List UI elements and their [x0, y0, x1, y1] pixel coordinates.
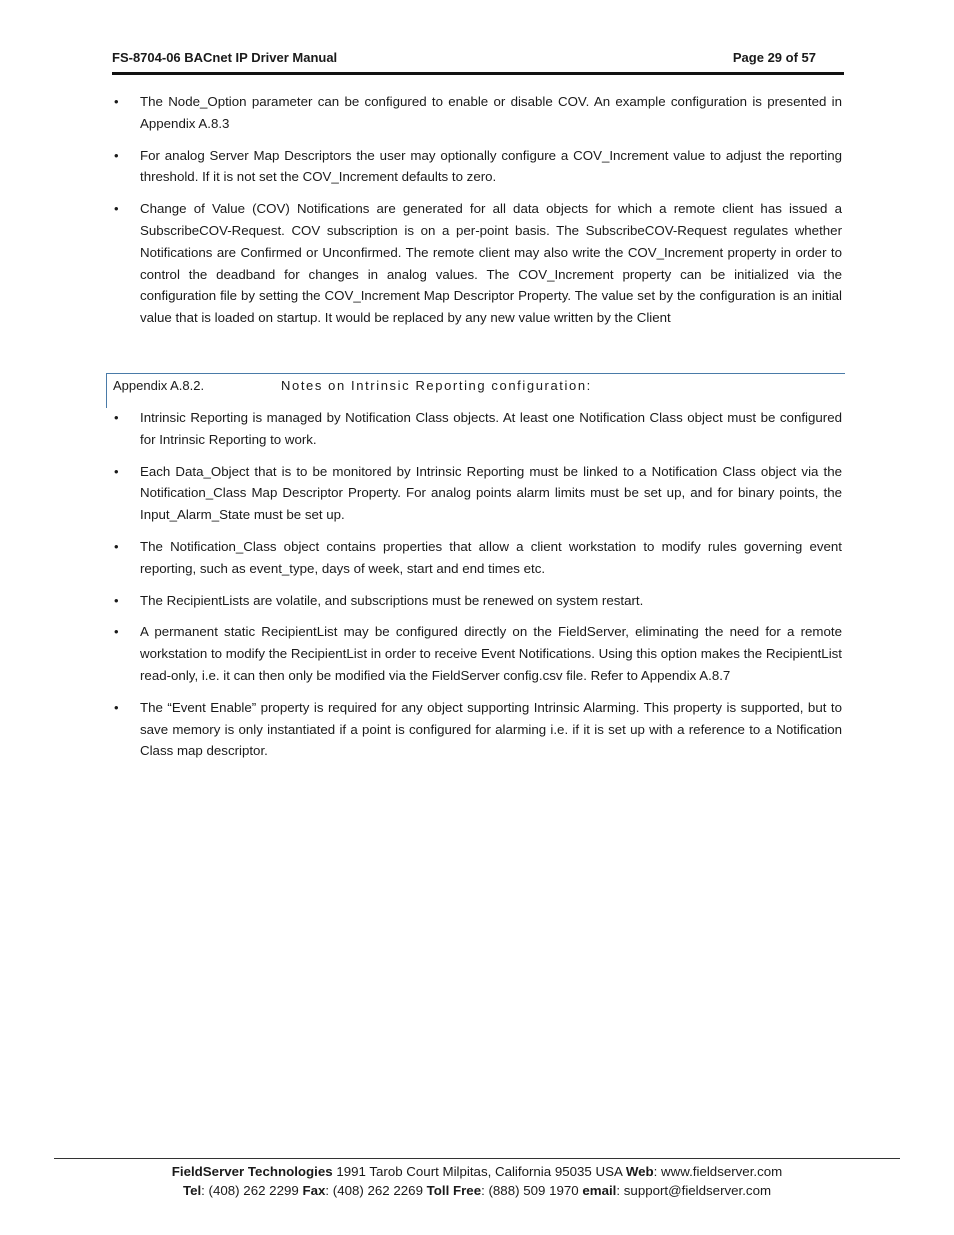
bullet-list-cov: [112, 91, 842, 339]
footer-divider: [54, 1158, 900, 1159]
tel-number: : (408) 262 2299: [201, 1183, 303, 1198]
list-item-text: Each Data_Object that is to be monitored by Intrinsic Reporting must be linked to a Notification Class object via the Notification_Class Map Descriptor Property. For analog points alarm limits must be set up, and for binary points, the Input_Alarm_State must be set up.: [140, 463, 842, 523]
web-address: : www.fieldserver.com: [653, 1164, 783, 1179]
section-number: Appendix A.8.2.: [113, 378, 205, 393]
bullet-list-intrinsic-reporting: [112, 407, 842, 772]
list-item: [112, 590, 842, 612]
list-item-text: Intrinsic Reporting is managed by Notification Class objects. At least one Notification Class object must be configured for Intrinsic Reporting to work.: [140, 410, 842, 447]
section-title: Notes on Intrinsic Reporting configuration:: [281, 378, 592, 393]
tollfree-number: : (888) 509 1970: [481, 1183, 583, 1198]
header-divider: [112, 72, 844, 75]
bullet-icon: •: [114, 463, 119, 479]
list-item-text: The Node_Option parameter can be configured to enable or disable COV. An example configuration is presented in Appendix A.8.3: [140, 94, 842, 131]
list-item: [112, 621, 842, 686]
page-footer: [54, 1162, 900, 1200]
list-item-text: A permanent static RecipientList may be configured directly on the FieldServer, eliminating the need for a remote workstation to modify the RecipientList in order to receive Event Notifications. Using this option makes the RecipientList read-only, i.e. it can then only be modified via the FieldServer config.csv file. Refer to Appendix A.8.7: [140, 624, 842, 683]
document-title: FS-8704-06 BACnet IP Driver Manual: [112, 50, 338, 65]
list-item-text: The RecipientLists are volatile, and subscriptions must be renewed on system restart.: [140, 592, 644, 608]
footer-line-1: [54, 1162, 900, 1181]
list-item: [112, 697, 842, 762]
tel-label: Tel: [182, 1183, 202, 1198]
list-item-text: The Notification_Class object contains properties that allow a client workstation to modify rules governing event reporting, such as event_type, days of week, start and end times etc.: [140, 538, 842, 576]
email-address: : support@fieldserver.com: [616, 1183, 772, 1198]
list-item: [112, 145, 842, 189]
page-number: Page 29 of 57: [732, 50, 816, 65]
list-item: [112, 91, 842, 135]
company-address: 1991 Tarob Court Milpitas, California 95035 USA: [332, 1164, 626, 1179]
list-item: [112, 461, 842, 526]
fax-number: : (408) 262 2269: [325, 1183, 427, 1198]
list-item: [112, 198, 842, 329]
list-item-text: The “Event Enable” property is required for any object supporting Intrinsic Alarming. This property is supported, but to save memory is only instantiated if a point is configured for alarming i.e. if it is set up with a reference to a Notification Class map descriptor.: [140, 699, 842, 759]
bullet-icon: •: [114, 538, 119, 554]
bullet-icon: •: [114, 699, 119, 715]
list-item-text: Change of Value (COV) Notifications are generated for all data objects for which a remote client has issued a SubscribeCOV-Request. COV subscription is on a per-point basis. The SubscribeCOV-Request regulates whether Notifications are Confirmed or Unconfirmed. The remote client may also write the COV_Increment property in order to control the deadband for changes in analog values. The COV_Increment property can be initialized via the configuration file by setting the COV_Increment Map Descriptor Property. The value set by the configuration is an initial value that is loaded on startup. It would be replaced by any new value written by the Client: [140, 201, 842, 326]
section-heading: [106, 373, 845, 408]
list-item: [112, 536, 842, 580]
page-header: [112, 50, 844, 72]
list-item-text: For analog Server Map Descriptors the user may optionally configure a COV_Increment value to adjust the reporting threshold. If it is not set the COV_Increment defaults to zero.: [140, 147, 842, 185]
bullet-icon: •: [114, 94, 119, 109]
tollfree-label: Toll Free: [426, 1183, 482, 1198]
email-label: email: [582, 1183, 617, 1198]
fax-label: Fax: [302, 1183, 326, 1198]
bullet-icon: •: [114, 410, 119, 425]
bullet-icon: •: [114, 624, 119, 640]
bullet-icon: •: [114, 147, 119, 163]
company-name: FieldServer Technologies: [171, 1164, 333, 1179]
footer-line-2: [54, 1181, 900, 1200]
web-label: Web: [625, 1164, 654, 1179]
bullet-icon: •: [114, 201, 119, 217]
list-item: [112, 407, 842, 451]
bullet-icon: •: [114, 592, 119, 608]
